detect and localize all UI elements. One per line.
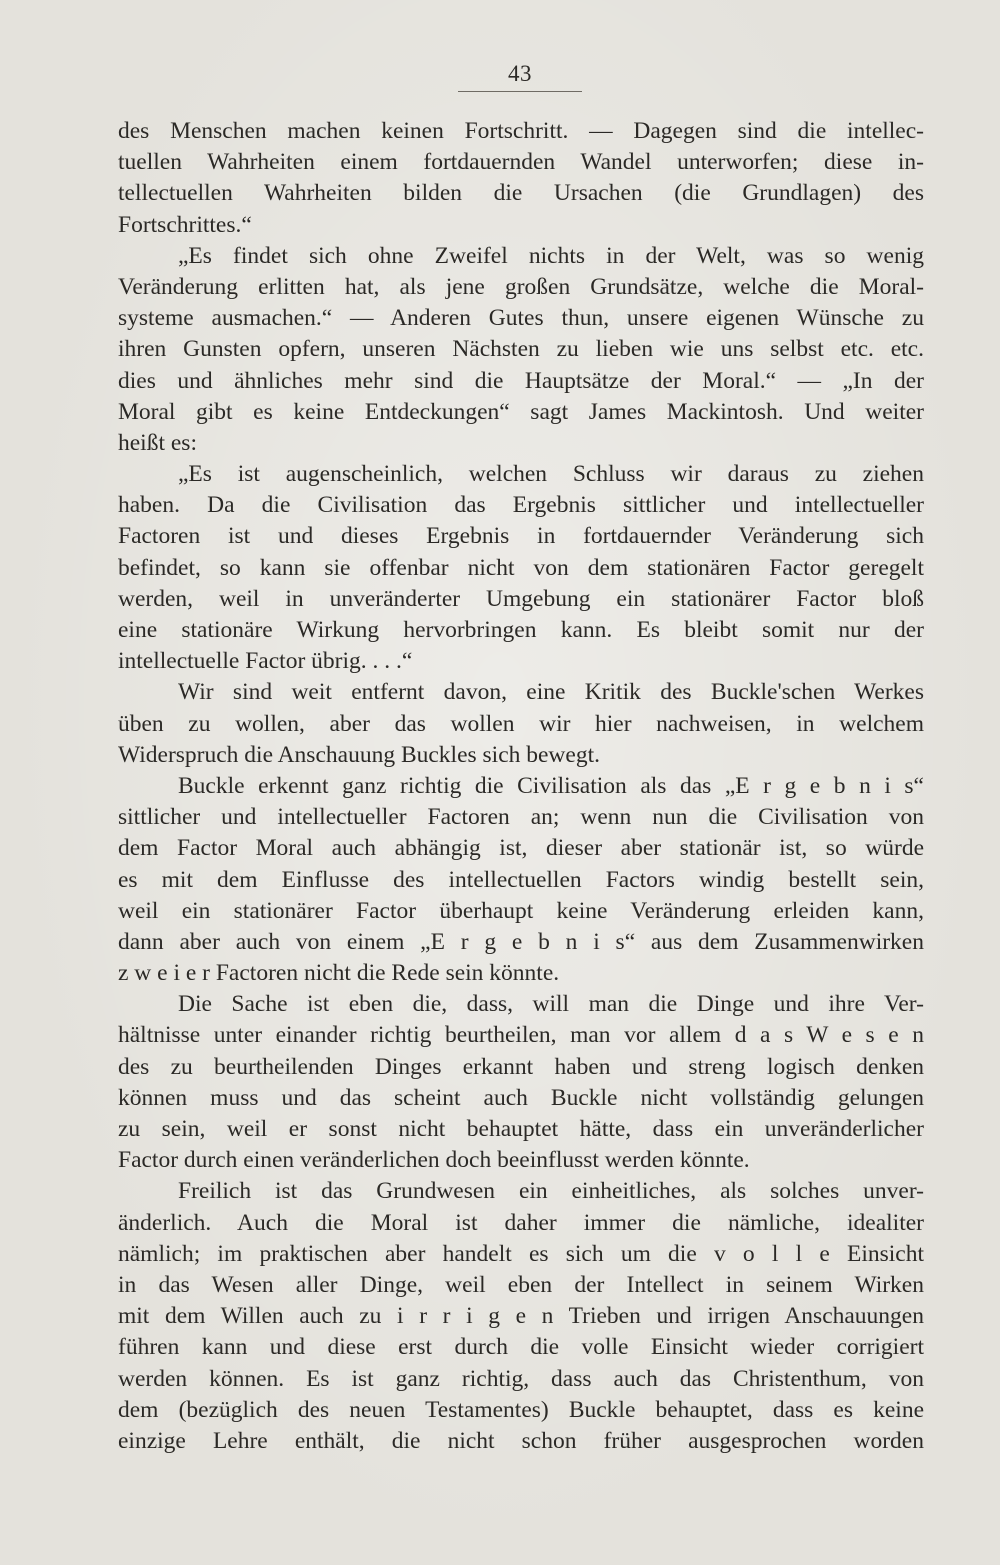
text-line: Fortschrittes.“ [118,211,252,238]
page-number-rule [458,91,582,92]
text-line: intellectuelle Factor übrig. . . .“ [118,648,413,675]
text-line: heißt es: [118,429,197,456]
page-header [458,60,582,92]
text-line: in das Wesen aller Dinge, weil eben der Intellect in seinem Wirken [118,1271,924,1298]
text-line: zu sein, weil er sonst nicht behauptet hätte, dass ein unveränderlicher [118,1116,924,1142]
text-line: sittlicher und intellectueller Factoren an; wenn nun die Civilisation von [118,804,924,831]
text-line: werden, weil in unveränderter Umgebung ein stationärer Factor bloß [118,585,924,612]
text-line: Die Sache ist eben die, dass, will man die Dinge und ihre Ver- [178,991,924,1018]
body-text [118,116,924,1457]
text-line: hältnisse unter einander richtig beurtheilen, man vor allem d a s W e s e n [118,1022,924,1049]
text-line: Buckle erkennt ganz richtig die Civilisation als das „E r g e b n i s“ [178,772,924,799]
text-line: werden können. Es ist ganz richtig, dass auch das Christenthum, von [118,1365,924,1392]
text-line: eine stationäre Wirkung hervorbringen kann. Es bleibt somit nur der [118,617,924,643]
text-line: haben. Da die Civilisation das Ergebnis sittlicher und intellectueller [118,492,924,519]
text-line: können muss und das scheint auch Buckle nicht vollständig gelungen [118,1084,924,1111]
text-line: befindet, so kann sie offenbar nicht von dem stationären Factor geregelt [118,554,924,581]
text-line: führen kann und diese erst durch die volle Einsicht wieder corrigiert [118,1334,924,1361]
text-line: „Es findet sich ohne Zweifel nichts in der Welt, was so wenig [178,242,924,269]
text-line: dies und ähnliches mehr sind die Hauptsätze der Moral.“ — „In der [118,367,924,394]
text-line: nämlich; im praktischen aber handelt es sich um die v o l l e Einsicht [118,1240,924,1267]
text-line: Factoren ist und dieses Ergebnis in fortdauernder Veränderung sich [118,523,924,550]
text-line: es mit dem Einflusse des intellectuellen Factors windig bestellt sein, [118,866,924,893]
text-line: Veränderung erlitten hat, als jene großen Grundsätze, welche die Moral- [118,273,924,300]
text-line: Widerspruch die Anschauung Buckles sich bewegt. [118,741,600,768]
text-line: des zu beurtheilenden Dinges erkannt haben und streng logisch denken [118,1053,924,1080]
text-line: Wir sind weit entfernt davon, eine Kritik des Buckle'schen Werkes [178,679,924,706]
text-line: ihren Gunsten opfern, unseren Nächsten zu lieben wie uns selbst etc. etc. [118,336,924,363]
text-line: änderlich. Auch die Moral ist daher immer die nämliche, idealiter [118,1209,924,1236]
text-line: dem (bezüglich des neuen Testamentes) Buckle behauptet, dass es keine [118,1396,924,1423]
text-line: Factor durch einen veränderlichen doch beeinflusst werden könnte. [118,1147,750,1174]
text-line: weil ein stationärer Factor überhaupt keine Veränderung erleiden kann, [118,897,924,924]
text-line: mit dem Willen auch zu i r r i g e n Trieben und irrigen Anschauungen [118,1303,924,1330]
text-line: systeme ausmachen.“ — Anderen Gutes thun, unsere eigenen Wünsche zu [118,305,924,332]
text-line: tellectuellen Wahrheiten bilden die Ursachen (die Grundlagen) des [118,180,924,207]
text-line: üben zu wollen, aber das wollen wir hier nachweisen, in welchem [118,710,924,737]
text-line: Moral gibt es keine Entdeckungen“ sagt James Mackintosh. Und weiter [118,398,924,425]
text-line: einzige Lehre enthält, die nicht schon früher ausgesprochen worden [118,1427,924,1454]
text-line: „Es ist augenscheinlich, welchen Schluss wir daraus zu ziehen [178,461,924,488]
text-line: dem Factor Moral auch abhängig ist, dieser aber stationär ist, so würde [118,835,924,862]
text-line: dann aber auch von einem „E r g e b n i s“ aus dem Zusammenwirken [118,928,924,955]
text-line: Freilich ist das Grundwesen ein einheitliches, als solches unver- [178,1178,924,1205]
text-line: tuellen Wahrheiten einem fortdauernden Wandel unterworfen; diese in- [118,149,924,176]
page-number: 43 [508,61,532,86]
text-line: z w e i e r Factoren nicht die Rede sein könnte. [118,960,560,987]
text-line: des Menschen machen keinen Fortschritt. — Dagegen sind die intellec- [118,118,924,144]
